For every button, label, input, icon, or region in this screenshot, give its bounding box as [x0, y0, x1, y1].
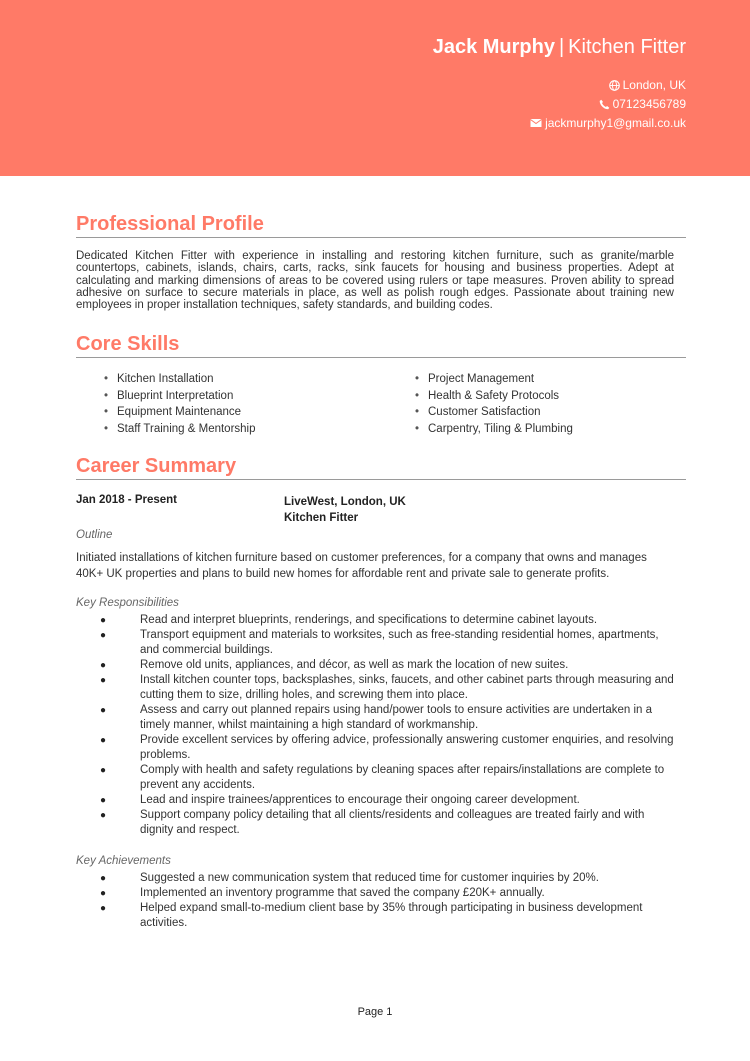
contact-email[interactable] — [530, 116, 686, 130]
list-item: ● Install kitchen counter tops, backsplashes, sinks, faucets, and other cabinet parts through measuring and cutting them to size, drilling holes, and screwing them into place. — [100, 674, 674, 701]
responsibilities-label: Key Responsibilities — [76, 597, 179, 609]
outline-label: Outline — [76, 529, 113, 541]
job-title: Kitchen Fitter — [284, 512, 359, 524]
resume-header — [0, 0, 750, 176]
job-employer — [284, 494, 406, 526]
list-item: ● Lead and inspire trainees/apprentices to encourage their ongoing career development. — [100, 794, 580, 806]
profile-text: Dedicated Kitchen Fitter with experience in installing and restoring kitchen furniture, such as granite/marble countertops, cabinets, islands, chairs, carts, racks, sink faucets for housing and business properties. Adept at calculating and marking dimensions of areas to be covered using rulers or tape measures. Proven ability to spread adhesive on surface to secure materials in place, as well as polish rough edges. Passionate about training new employees in proper installation techniques, safety standards, and building codes. — [76, 250, 674, 312]
candidate-role: Kitchen Fitter — [568, 36, 686, 58]
skill-item: • Staff Training & Mentorship — [104, 422, 256, 435]
email-text[interactable]: jackmurphy1@gmail.co.uk — [545, 116, 686, 130]
skill-item: • Health & Safety Protocols — [415, 389, 560, 402]
envelope-icon — [530, 118, 542, 128]
page-number: Page 1 — [357, 1006, 393, 1018]
header-title — [433, 36, 686, 59]
responsibilities-list — [100, 613, 680, 838]
list-item: ● Helped expand small-to-medium client base by 35% through participating in business development activities. — [100, 902, 643, 929]
title-separator: | — [558, 36, 565, 58]
phone-text: 07123456789 — [612, 97, 686, 111]
section-title-career: Career Summary — [76, 454, 686, 480]
phone-icon — [599, 99, 610, 110]
skills-column-left — [104, 372, 364, 438]
skill-item: • Customer Satisfaction — [415, 406, 541, 418]
job-company: LiveWest, London, UK — [284, 496, 406, 508]
skill-item: • Carpentry, Tiling & Plumbing — [415, 422, 573, 435]
skill-item: • Blueprint Interpretation — [104, 389, 234, 402]
location-text: London, UK — [622, 78, 686, 92]
skill-item: • Equipment Maintenance — [104, 406, 242, 418]
skill-item: • Kitchen Installation — [104, 373, 214, 385]
list-item: ● Assess and carry out planned repairs using hand/power tools to ensure activities are undertaken in a timely manner, whilst maintaining a high standard of workmanship. — [100, 704, 653, 731]
contact-phone — [599, 97, 686, 111]
list-item: ● Transport equipment and materials to worksites, such as free-standing residential homes, apartments, and commercial buildings. — [100, 629, 659, 656]
list-item: ● Remove old units, appliances, and décor, as well as mark the location of new suites. — [100, 659, 569, 671]
candidate-name: Jack Murphy — [432, 36, 555, 58]
list-item: ● Suggested a new communication system that reduced time for customer inquiries by 20%. — [100, 872, 599, 884]
list-item: ● Support company policy detailing that all clients/residents and colleagues are treated fairly and with dignity and respect. — [100, 809, 645, 836]
list-item: ● Read and interpret blueprints, renderings, and specifications to determine cabinet layouts. — [100, 614, 598, 626]
contact-location — [609, 78, 686, 92]
globe-icon — [609, 80, 620, 91]
section-title-skills: Core Skills — [76, 332, 686, 358]
list-item: ● Provide excellent services by offering advice, professionally answering customer enquiries, and resolving problems. — [100, 734, 674, 761]
skills-column-right — [415, 372, 675, 438]
achievements-label: Key Achievements — [76, 855, 171, 867]
section-title-profile: Professional Profile — [76, 212, 686, 238]
achievements-list — [100, 871, 680, 931]
list-item: ● Comply with health and safety regulations by cleaning spaces after repairs/installations are complete to prevent any accidents. — [100, 764, 665, 791]
job-dates: Jan 2018 - Present — [76, 494, 178, 506]
outline-text: Initiated installations of kitchen furniture based on customer preferences, for a company that owns and manages 40K+ UK properties and plans to build new homes for affordable rent and private sale to generate profits. — [76, 552, 647, 580]
skill-item: • Project Management — [415, 373, 535, 385]
list-item: ● Implemented an inventory programme that saved the company £20K+ annually. — [100, 887, 545, 899]
